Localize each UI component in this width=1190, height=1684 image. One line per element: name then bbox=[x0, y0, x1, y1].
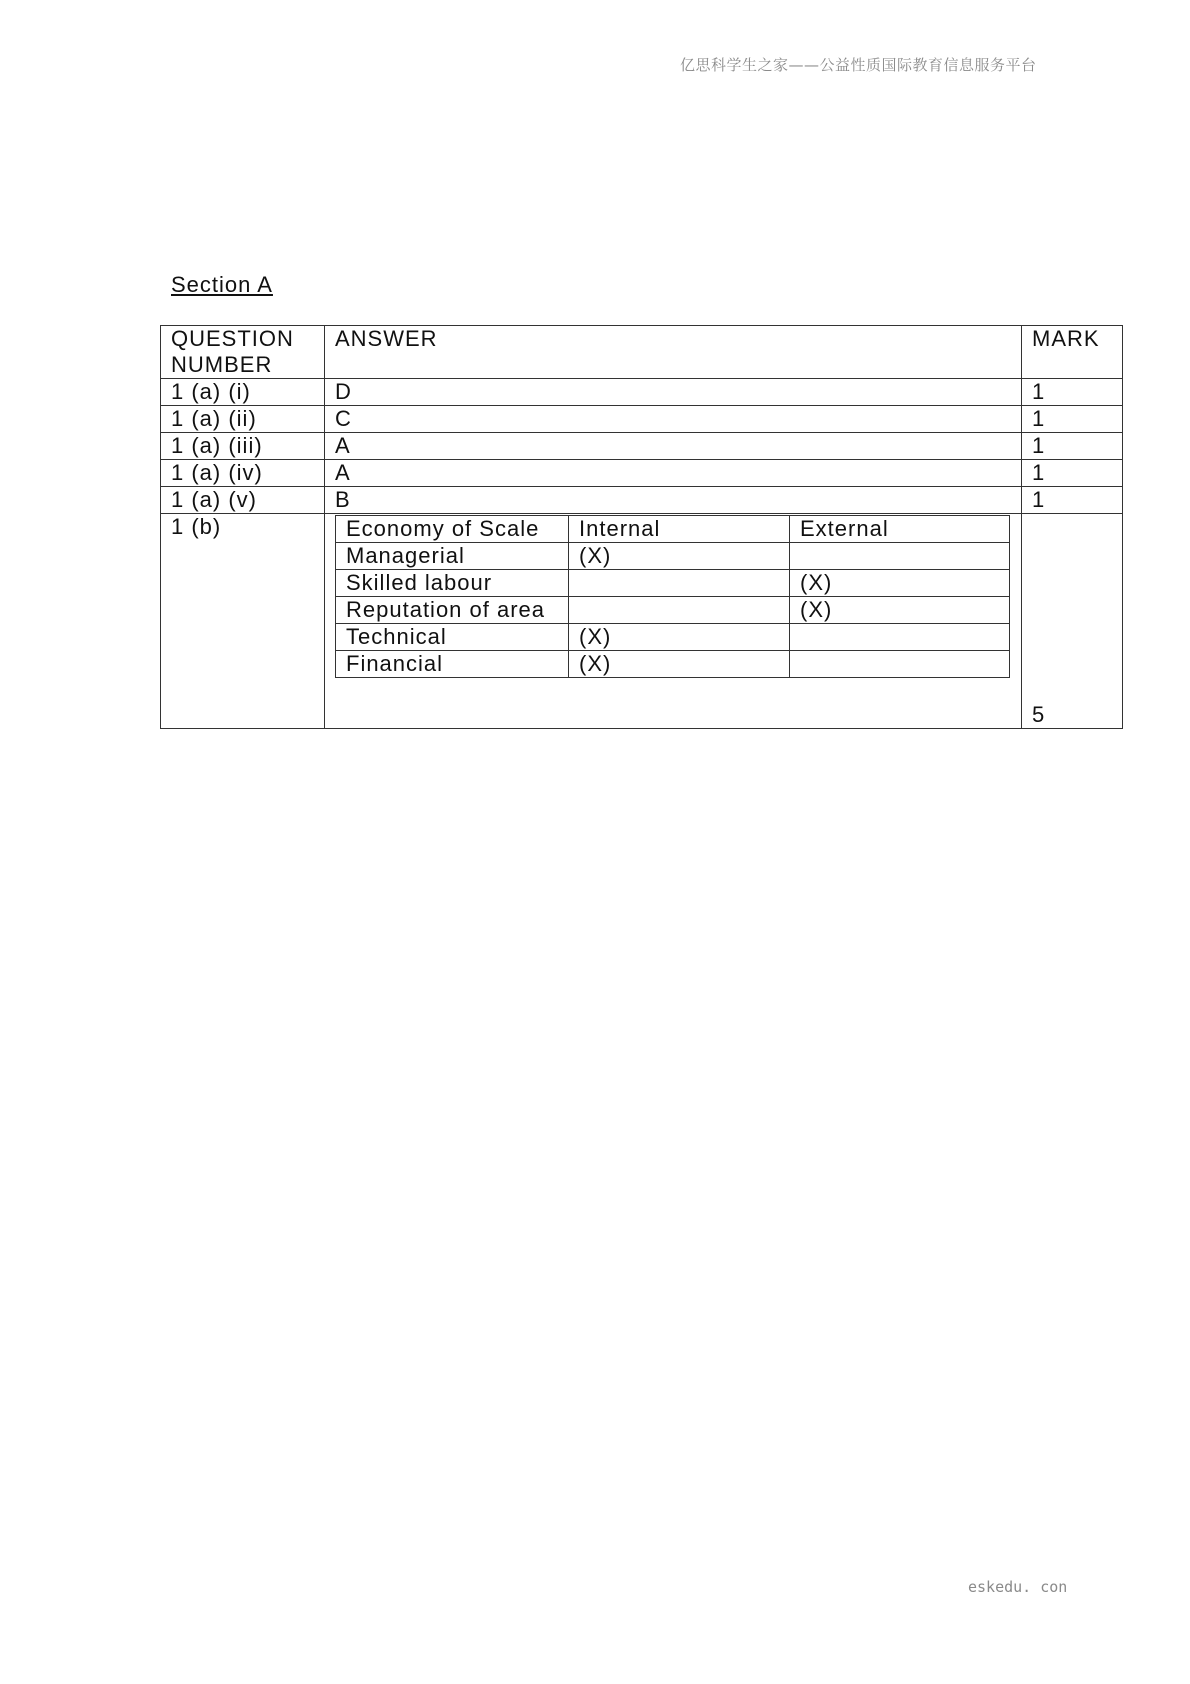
answer-cell: D bbox=[325, 379, 1022, 406]
inner-cell: Financial bbox=[336, 651, 569, 678]
inner-row bbox=[336, 651, 1010, 678]
mark-cell: 1 bbox=[1022, 379, 1123, 406]
answer-cell: A bbox=[325, 433, 1022, 460]
inner-cell: (X) bbox=[569, 624, 790, 651]
answer-cell: A bbox=[325, 460, 1022, 487]
inner-header-internal: Internal bbox=[569, 516, 790, 543]
economy-of-scale-table bbox=[335, 515, 1010, 678]
question-cell: 1 (b) bbox=[161, 514, 325, 729]
question-cell: 1 (a) (v) bbox=[161, 487, 325, 514]
section-title: Section A bbox=[171, 272, 273, 297]
mark-scheme-table bbox=[160, 325, 1123, 729]
table-row bbox=[161, 487, 1123, 514]
inner-cell bbox=[569, 570, 790, 597]
answer-cell: C bbox=[325, 406, 1022, 433]
mark-cell: 1 bbox=[1022, 406, 1123, 433]
header-mark: MARK bbox=[1022, 326, 1123, 379]
inner-row bbox=[336, 597, 1010, 624]
table-row bbox=[161, 433, 1123, 460]
mark-cell bbox=[1022, 514, 1123, 729]
inner-cell: Skilled labour bbox=[336, 570, 569, 597]
header-answer: ANSWER bbox=[325, 326, 1022, 379]
answer-cell bbox=[325, 514, 1022, 729]
inner-cell bbox=[569, 597, 790, 624]
inner-row bbox=[336, 570, 1010, 597]
inner-header-external: External bbox=[790, 516, 1010, 543]
question-cell: 1 (a) (ii) bbox=[161, 406, 325, 433]
inner-cell: (X) bbox=[790, 597, 1010, 624]
mark-cell: 1 bbox=[1022, 460, 1123, 487]
question-cell: 1 (a) (i) bbox=[161, 379, 325, 406]
table-row bbox=[161, 379, 1123, 406]
inner-cell bbox=[790, 543, 1010, 570]
footer-site: eskedu. con bbox=[968, 1578, 1068, 1596]
inner-cell: Reputation of area bbox=[336, 597, 569, 624]
table-header-row bbox=[161, 326, 1123, 379]
question-cell: 1 (a) (iv) bbox=[161, 460, 325, 487]
inner-header-economy: Economy of Scale bbox=[336, 516, 569, 543]
table-row bbox=[161, 406, 1123, 433]
table-row bbox=[161, 460, 1123, 487]
inner-row bbox=[336, 624, 1010, 651]
mark-value: 5 bbox=[1032, 702, 1046, 727]
inner-cell: (X) bbox=[569, 543, 790, 570]
inner-header-row bbox=[336, 516, 1010, 543]
inner-row bbox=[336, 543, 1010, 570]
inner-cell: (X) bbox=[569, 651, 790, 678]
mark-cell: 1 bbox=[1022, 433, 1123, 460]
inner-cell: Technical bbox=[336, 624, 569, 651]
inner-cell bbox=[790, 624, 1010, 651]
header-question-number: QUESTION NUMBER bbox=[161, 326, 325, 379]
header-watermark: 亿思科学生之家——公益性质国际教育信息服务平台 bbox=[680, 56, 1037, 74]
inner-cell: Managerial bbox=[336, 543, 569, 570]
inner-cell bbox=[790, 651, 1010, 678]
mark-cell: 1 bbox=[1022, 487, 1123, 514]
answer-cell: B bbox=[325, 487, 1022, 514]
question-cell: 1 (a) (iii) bbox=[161, 433, 325, 460]
inner-cell: (X) bbox=[790, 570, 1010, 597]
table-row-1b bbox=[161, 514, 1123, 729]
